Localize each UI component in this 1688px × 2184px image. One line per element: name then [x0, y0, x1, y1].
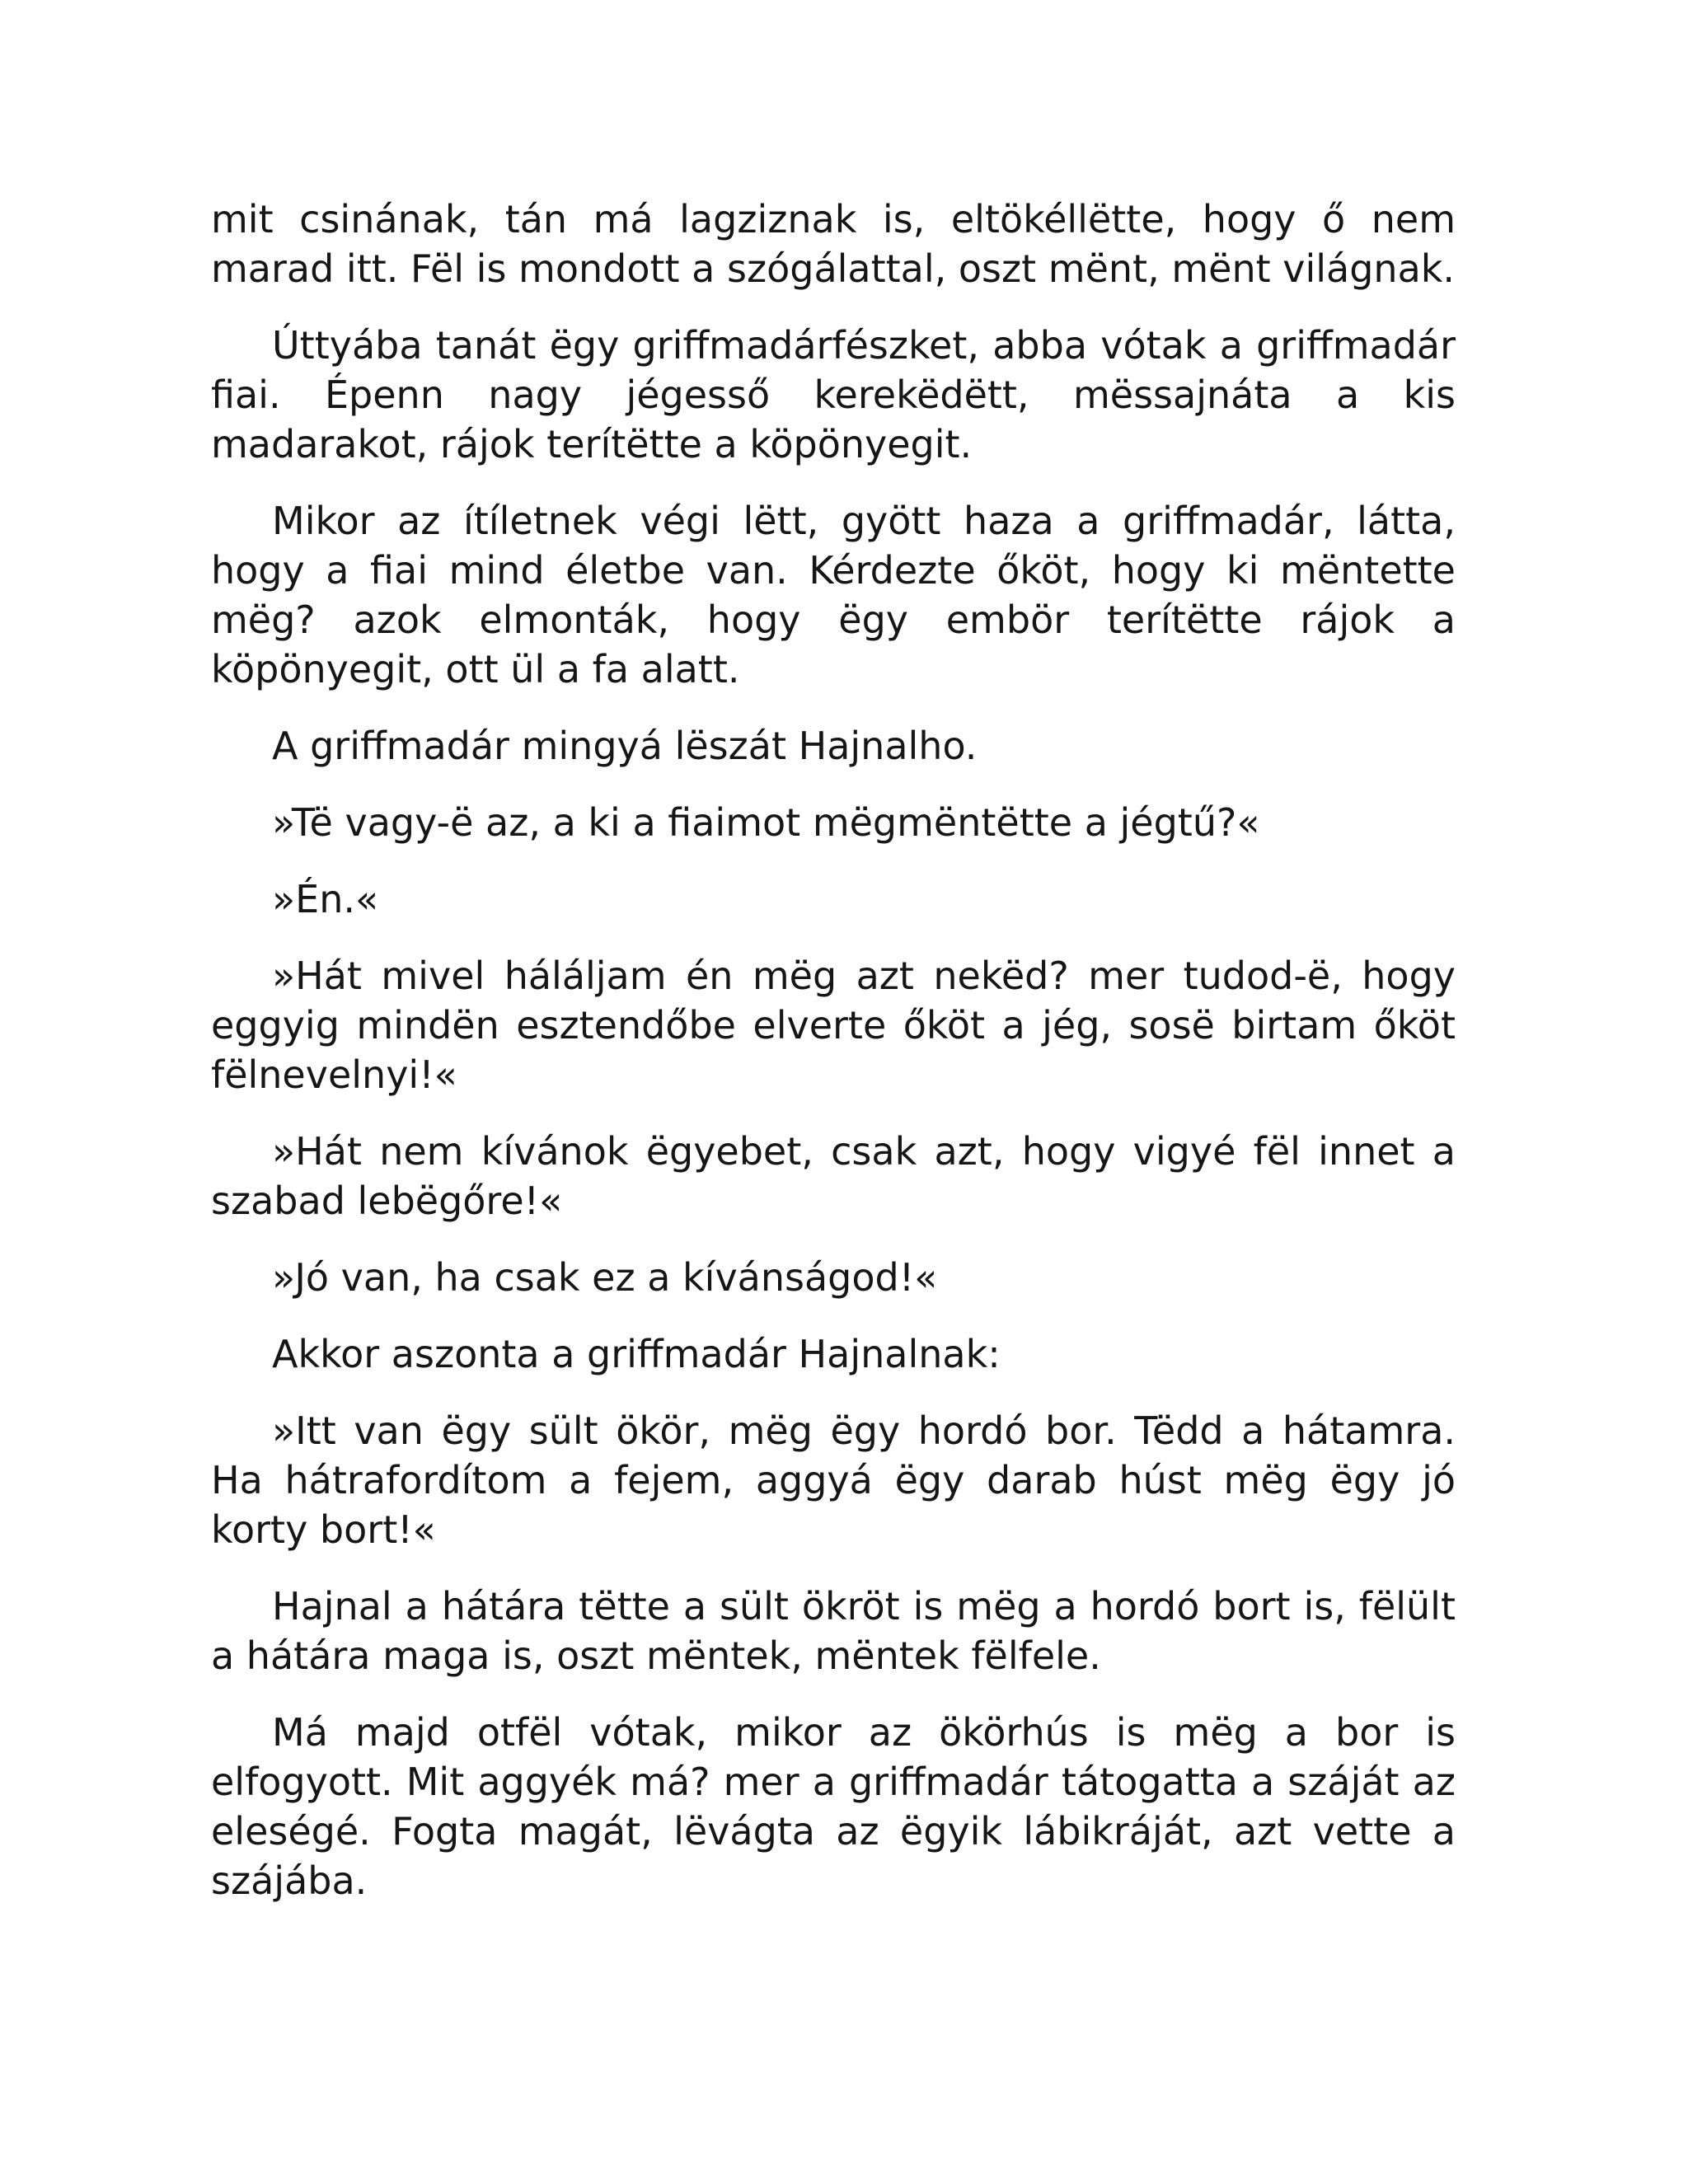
paragraph: Akkor aszonta a griffmadár Hajnalnak: [272, 1332, 1001, 1376]
paragraph: mit csinának, tán má lagziznak is, eltökéllëtte, hogy ő nem marad itt. Fël is mondott a szógálattal, oszt mënt, mënt világnak. [211, 197, 1456, 291]
paragraph: »Itt van ëgy sült ökör, mëg ëgy hordó bor. Tëdd a hátamra. Ha hátrafordítom a fejem, aggyá ëgy darab húst mëg ëgy jó korty bort!« [211, 1408, 1456, 1552]
paragraph: »Jó van, ha csak ez a kívánságod!« [272, 1255, 938, 1300]
paragraph: »Hát nem kívánok ëgyebet, csak azt, hogy vigyé fël innet a szabad lebëgőre!« [211, 1129, 1456, 1223]
paragraph: Úttyába tanát ëgy griffmadárfészket, abba vótak a griffmadár fiai. Épenn nagy jégesső kerekëdëtt, mëssajnáta a kis madarakot, rájok terítëtte a köpönyegit. [211, 323, 1456, 466]
document-page [211, 194, 1456, 1933]
paragraph: Hajnal a hátára tëtte a sült ökröt is mëg a hordó bort is, fëlült a hátára maga is, oszt mëntek, mëntek fëlfele. [211, 1584, 1456, 1678]
paragraph: »Hát mivel háláljam én mëg azt nekëd? mer tudod-ë, hogy eggyig mindën esztendőbe elverte őköt a jég, sosë birtam őköt fëlnevelnyi!« [211, 954, 1456, 1097]
paragraph: Má majd otfël vótak, mikor az ökörhús is mëg a bor is elfogyott. Mit aggyék má? mer a griffmadár tátogatta a száját az eleségé. Fogta magát, lëvágta az ëgyik lábikráját, azt vette a szájába. [211, 1710, 1456, 1903]
paragraph: Mikor az ítíletnek végi lëtt, gyött haza a griffmadár, látta, hogy a fiai mind életbe van. Kérdezte őköt, hogy ki mëntette mëg? azok elmonták, hogy ëgy embör terítëtte rájok a köpönyegit, ott ül a fa alatt. [211, 499, 1456, 691]
paragraph: »Të vagy-ë az, a ki a fiaimot mëgmëntëtte a jégtű?« [272, 800, 1260, 845]
paragraph: »Én.« [272, 877, 379, 921]
paragraph: A griffmadár mingyá lëszát Hajnalho. [272, 724, 978, 768]
